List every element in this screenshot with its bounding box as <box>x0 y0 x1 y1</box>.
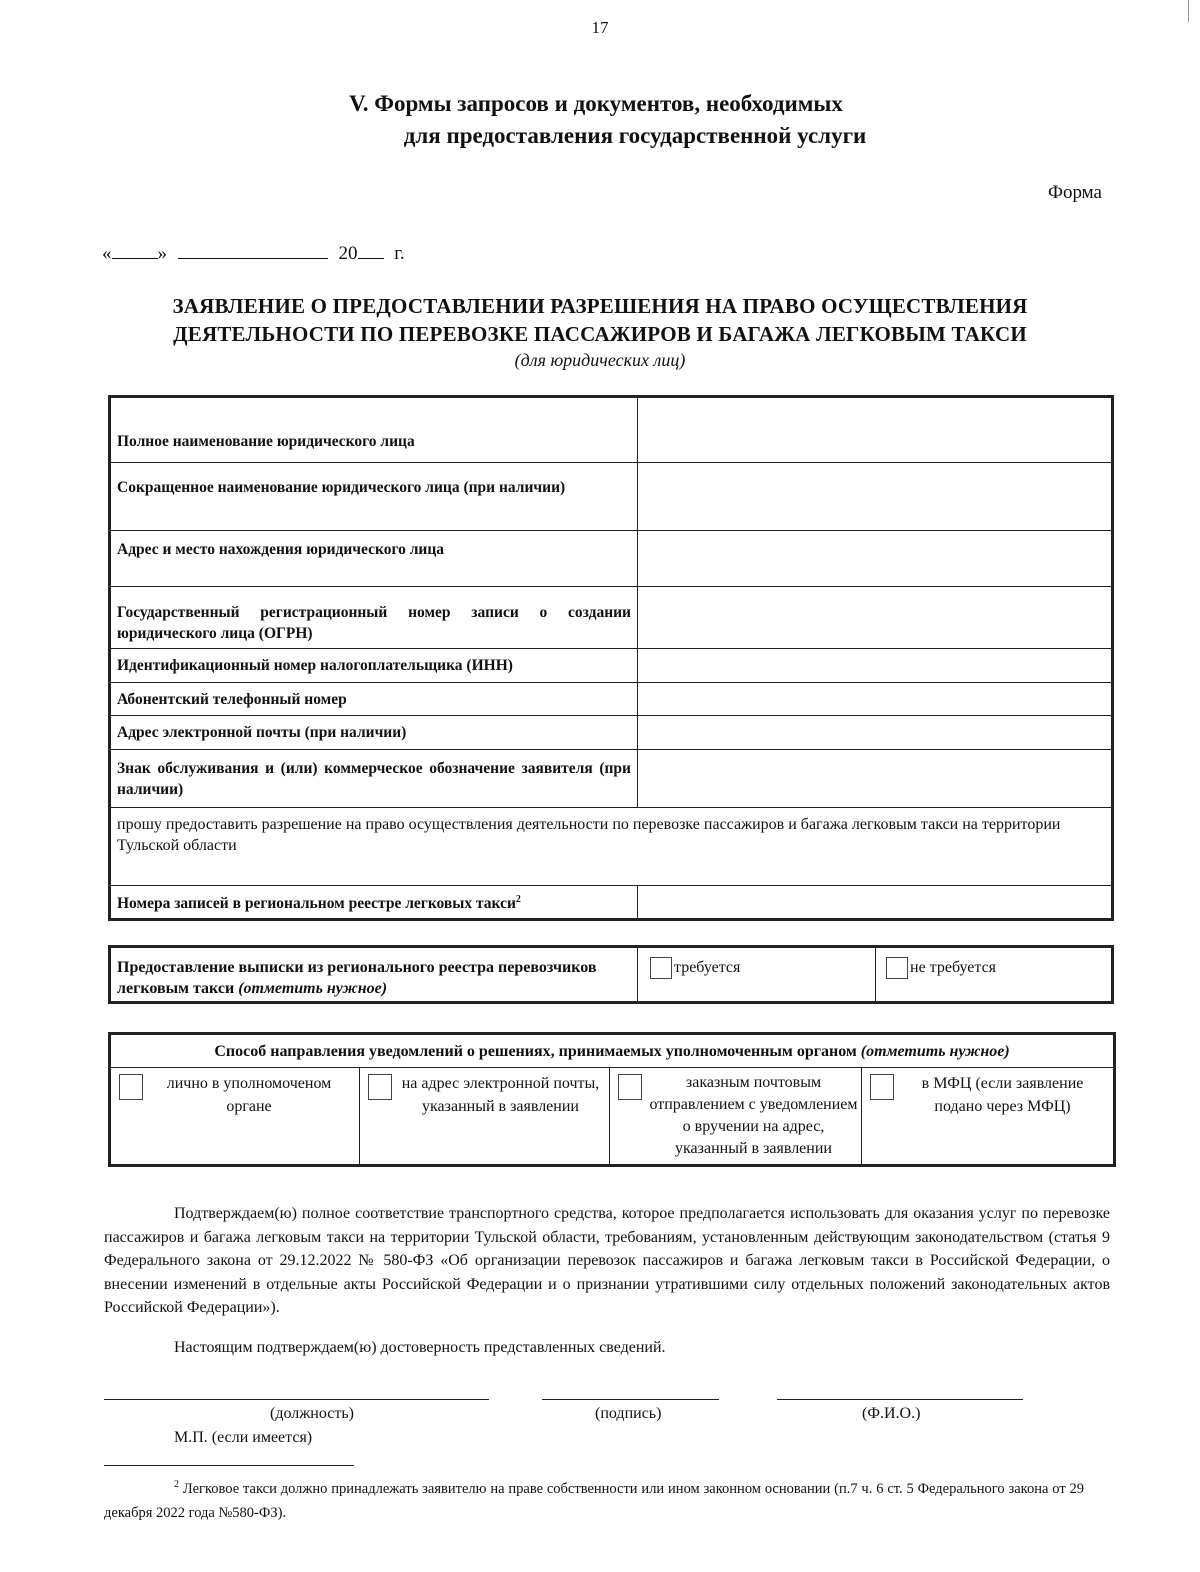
table-row <box>110 463 1113 531</box>
table-row <box>110 531 1113 587</box>
footnote-text: Легковое такси должно принадлежать заявителю на праве собственности или ином законном основании (п.7 ч. 6 ст. 5 Федерального закона от 29 декабря 2022 года №580-ФЗ). <box>104 1480 1085 1521</box>
section-title-line1: V. Формы запросов и документов, необходимых <box>349 91 843 116</box>
address-field[interactable] <box>638 531 1113 587</box>
table-row <box>110 1068 1115 1166</box>
date-open-quote: « <box>102 243 112 264</box>
checkbox-required[interactable] <box>650 957 672 979</box>
name-signature-line[interactable] <box>777 1399 1023 1400</box>
option-email-label: на адрес электронной почты, указанный в заявлении <box>401 1075 600 1115</box>
section-title-line2: для предоставления государственной услуги <box>403 123 867 148</box>
table-row <box>110 886 1113 920</box>
table-row <box>110 683 1113 716</box>
position-caption: (должность) <box>270 1405 354 1422</box>
footnote-number: 2 <box>174 1479 179 1490</box>
extract-label-text: Предоставление выписки из регионального реестра перевозчиков легковым такси <box>117 959 597 997</box>
row-label: Адрес электронной почты (при наличии) <box>110 716 638 750</box>
phone-field[interactable] <box>638 683 1113 716</box>
row-label: Абонентский телефонный номер <box>110 683 638 716</box>
notification-option-mail[interactable] <box>610 1068 862 1166</box>
inn-field[interactable] <box>638 649 1113 683</box>
name-caption: (Ф.И.О.) <box>862 1405 921 1422</box>
option-not-required-label: не требуется <box>910 959 997 976</box>
date-close-quote: » <box>157 243 167 264</box>
checkbox-not-required[interactable] <box>886 957 908 979</box>
position-signature-line[interactable] <box>104 1399 489 1400</box>
footnote-mark: 2 <box>515 894 521 906</box>
checkbox-email[interactable] <box>368 1074 392 1100</box>
row-label: Адрес и место нахождения юридического лица <box>110 531 638 587</box>
checkbox-mfc[interactable] <box>870 1074 894 1100</box>
application-title-line1: ЗАЯВЛЕНИЕ О ПРЕДОСТАВЛЕНИИ РАЗРЕШЕНИЯ НА ПРАВО ОСУЩЕСТВЛЕНИЯ <box>172 294 1028 318</box>
section-title <box>0 88 1200 152</box>
footnote <box>104 1473 1084 1525</box>
row-label: Знак обслуживания и (или) коммерческое обозначение заявителя (при наличии) <box>110 750 638 808</box>
date-year-suffix: г. <box>394 243 405 264</box>
full-name-field[interactable] <box>638 397 1113 463</box>
option-in-person-label: лично в уполномоченом органе <box>166 1075 332 1115</box>
request-text: прошу предоставить разрешение на право осуществления деятельности по перевозке пассажиров и багажа легковым такси на территории Тульской области <box>110 808 1113 886</box>
row-label: Государственный регистрационный номер записи о создании юридического лица (ОГРН) <box>110 587 638 649</box>
ogrn-field[interactable] <box>638 587 1113 649</box>
option-mail-label: заказным почтовым отправлением с уведомлением о вручении на адрес, указанный в заявлении <box>649 1074 858 1157</box>
table-row <box>110 649 1113 683</box>
date-year-blank[interactable] <box>358 240 384 259</box>
date-field[interactable] <box>102 240 405 265</box>
registry-row-label <box>110 886 638 920</box>
reliability-paragraph: Настоящим подтверждаем(ю) достоверность представленных сведений. <box>174 1339 666 1356</box>
applicant-info-table <box>108 395 1114 921</box>
date-month-blank[interactable] <box>178 240 328 259</box>
email-field[interactable] <box>638 716 1113 750</box>
table-row <box>110 587 1113 649</box>
option-mfc-label: в МФЦ (если заявление подано через МФЦ) <box>921 1075 1084 1115</box>
row-label: Сокращенное наименование юридического лица (при наличии) <box>110 463 638 531</box>
notification-method-table <box>108 1032 1116 1167</box>
application-title <box>80 292 1120 348</box>
notification-header-text: Способ направления уведомлений о решениях, принимаемых уполномоченным органом <box>214 1042 857 1060</box>
short-name-field[interactable] <box>638 463 1113 531</box>
application-title-line2: ДЕЯТЕЛЬНОСТИ ПО ПЕРЕВОЗКЕ ПАССАЖИРОВ И БАГАЖА ЛЕГКОВЫМ ТАКСИ <box>173 322 1027 346</box>
notification-header <box>110 1034 1115 1068</box>
stamp-caption: М.П. (если имеется) <box>174 1429 313 1446</box>
page-number: 17 <box>591 18 609 37</box>
registry-numbers-field[interactable] <box>638 886 1113 920</box>
signature-line[interactable] <box>542 1399 719 1400</box>
extract-option-required[interactable] <box>638 947 876 1003</box>
notification-option-email[interactable] <box>360 1068 610 1166</box>
option-required-label: требуется <box>674 959 741 976</box>
notification-option-mfc[interactable] <box>862 1068 1115 1166</box>
service-mark-field[interactable] <box>638 750 1113 808</box>
registry-extract-table <box>108 945 1114 1004</box>
signature-caption: (подпись) <box>595 1405 662 1422</box>
table-row <box>110 397 1113 463</box>
date-year-prefix: 20 <box>338 243 358 264</box>
table-row <box>110 1034 1115 1068</box>
extract-label-note: (отметить нужное) <box>238 980 388 997</box>
form-label: Форма <box>1047 182 1102 203</box>
row-label: Полное наименование юридического лица <box>110 397 638 463</box>
table-row <box>110 750 1113 808</box>
checkbox-mail[interactable] <box>618 1074 642 1100</box>
table-row <box>110 947 1113 1003</box>
date-day-blank[interactable] <box>112 240 158 259</box>
table-row <box>110 716 1113 750</box>
checkbox-in-person[interactable] <box>119 1074 143 1100</box>
extract-option-not-required[interactable] <box>876 947 1113 1003</box>
notification-option-in-person[interactable] <box>110 1068 360 1166</box>
application-subtitle: (для юридических лиц) <box>514 350 686 370</box>
table-row <box>110 808 1113 886</box>
extract-label <box>110 947 638 1003</box>
registry-label-text: Номера записей в региональном реестре легковых такси <box>117 895 516 913</box>
confirmation-paragraph: Подтверждаем(ю) полное соответствие транспортного средства, которое предполагается использовать для оказания услуг по перевозке пассажиров и багажа легковым такси на территории Тульской области, требованиям, установленным действующим законодательством (статья 9 Федерального закона от 29.12.2022 № 580-ФЗ «Об организации перевозок пассажиров и багажа легковым такси в Российской Федерации, о внесении изменений в отдельные акты Российской Федерации и о признании утратившими силу отдельных положений законодательных актов Российской Федерации»). <box>104 1205 1110 1316</box>
notification-header-note: (отметить нужное) <box>860 1042 1010 1060</box>
footnote-divider <box>104 1465 354 1466</box>
row-label: Идентификационный номер налогоплательщика (ИНН) <box>110 649 638 683</box>
